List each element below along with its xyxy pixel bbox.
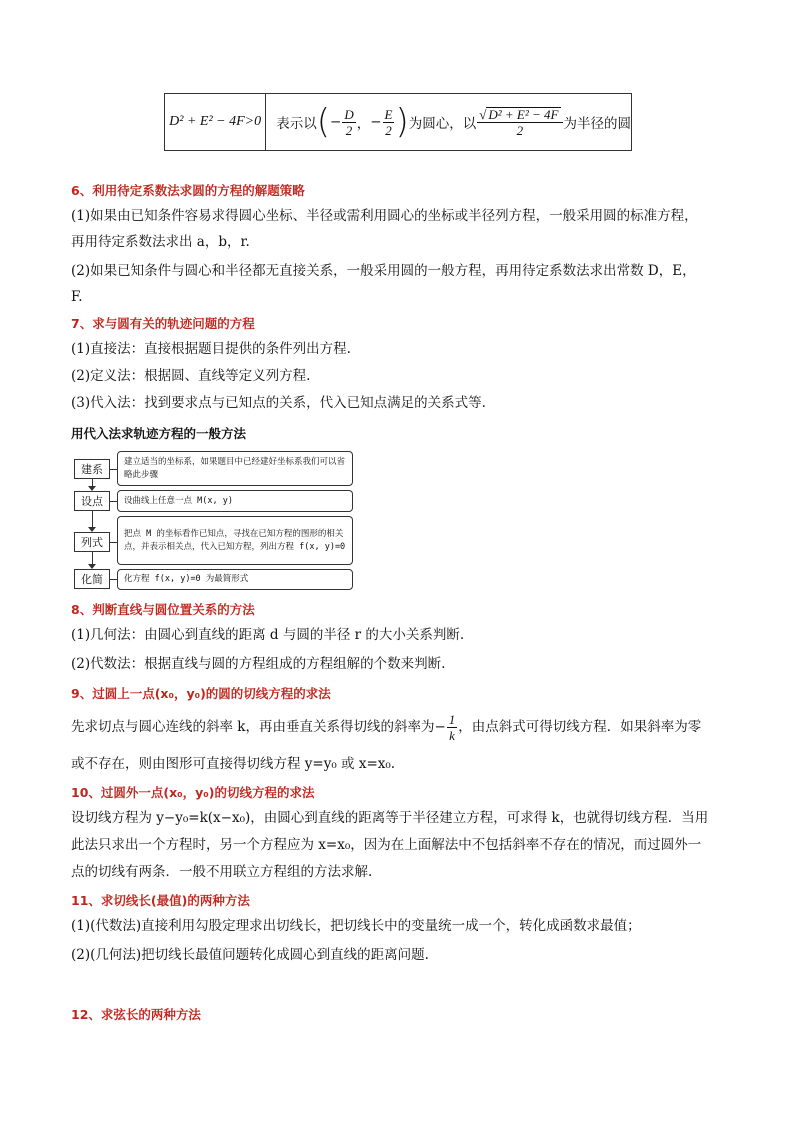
flow-step-label: 化简 (74, 569, 110, 589)
s6-p2-line1: (2)如果已知条件与圆心和半径都无直接关系，一般采用圆的一般方程，再用待定系数法求出常数 D，E， (71, 263, 696, 279)
flow-line (92, 511, 93, 527)
flow-line (92, 479, 93, 486)
frac-neg-reciprocal-k: $\frac{1}{k}$ (448, 712, 456, 743)
heading-12: 12、求弦长的两种方法 (71, 1007, 201, 1022)
flow-connector (110, 469, 117, 470)
s11-p1: (1)(代数法)直接利用勾股定理求出切线长，把切线长中的变量统一成一个，转化成函数求最值； (71, 918, 641, 934)
heading-11: 11、求切线长(最值)的两种方法 (71, 893, 250, 908)
s10-line1: 设切线方程为 y−y₀=k(x−x₀)，由圆心到直线的距离等于半径建立方程，可求得 k，也就得切线方程．当用 (71, 810, 709, 826)
flow-step-text: 设曲线上任意一点 M(x, y) (117, 490, 353, 512)
s6-p2-line2: F. (71, 289, 83, 305)
s6-p1-line1: (1)如果由已知条件容易求得圆心坐标、半径或需利用圆心的坐标或半径列方程，一般采用圆的标准方程， (71, 208, 698, 224)
s8-p2: (2)代数法：根据直线与圆的方程组成的方程组解的个数来判断. (71, 656, 446, 672)
left-paren: ( (316, 102, 330, 142)
frac-radius: $\frac{\text{√ D² + E² − 4F}}{2}$ (477, 107, 562, 137)
heading-7: 7、求与圆有关的轨迹问题的方程 (71, 316, 255, 331)
s7-p1: (1)直接法：直接根据题目提供的条件列出方程. (71, 341, 351, 357)
formula-table (164, 93, 632, 151)
s7-subheading: 用代入法求轨迹方程的一般方法 (71, 426, 247, 441)
heading-6: 6、利用待定系数法求圆的方程的解题策略 (71, 183, 305, 198)
flow-step-text: 把点 M 的坐标看作已知点，寻找在已知方程的图形的相关点，并表示相关点，代入已知方程，列出方程 f(x, y)=0 (117, 516, 353, 565)
flow-step-label: 列式 (74, 532, 110, 552)
heading-8: 8、判断直线与圆位置关系的方法 (71, 602, 255, 617)
s9-line2: 或不存在，则由图形可直接得切线方程 y=y₀ 或 x=x₀. (71, 756, 396, 772)
flow-step-label: 建系 (74, 459, 110, 479)
flow-connector (110, 579, 117, 580)
s9-line1: 先求切点与圆心连线的斜率 k，再由垂直关系得切线的斜率为− $\frac{1}{k}$ ，由点斜式可得切线方程．如果斜率为零 (71, 712, 702, 743)
s6-p1-line2: 再用待定系数法求出 a，b，r. (71, 234, 250, 250)
flow-connector (110, 542, 117, 543)
desc-suffix: 为半径的圆 (563, 116, 631, 132)
flow-line (92, 552, 93, 564)
s10-line2: 此法只求出一个方程时，另一个方程应为 x=x₀，因为在上面解法中不包括斜率不存在的情况，而过圆外一 (71, 837, 702, 853)
heading-9: 9、过圆上一点(x₀，y₀)的圆的切线方程的求法 (71, 686, 331, 701)
desc-prefix: 表示以 (276, 116, 317, 132)
right-paren: ) (395, 102, 409, 142)
table-description: 表示以 ( − $\frac{D}{2}$ ， − $\frac{E}{2}$ ) 为圆心，以 $\frac{\text{√ D² + E² − 4F}}{2}$ 为半径的圆 (276, 102, 631, 142)
s7-p2: (2)定义法：根据圆、直线等定义列方程. (71, 368, 311, 384)
s7-p3: (3)代入法：找到要求点与已知点的关系，代入已知点满足的关系式等. (71, 395, 486, 411)
frac-d: $\frac{D}{2}$ (344, 106, 354, 138)
table-condition: D² + E² − 4F>0 (165, 94, 266, 150)
flow-step-text: 建立适当的坐标系，如果题目中已经建好坐标系我们可以省略此步骤 (117, 451, 353, 486)
s10-line3: 点的切线有两条．一般不用联立方程组的方法求解. (71, 864, 373, 880)
flow-step-text: 化方程 f(x, y)=0 为最简形式 (117, 569, 353, 590)
s11-p2: (2)(几何法)把切线长最值问题转化成圆心到直线的距离问题. (71, 947, 429, 963)
flow-connector (110, 501, 117, 502)
frac-e: $\frac{E}{2}$ (384, 106, 393, 138)
desc-center: 为圆心，以 (408, 116, 477, 132)
heading-10: 10、过圆外一点(x₀，y₀)的切线方程的求法 (71, 785, 315, 800)
flow-step-label: 设点 (74, 491, 110, 511)
s8-p1: (1)几何法：由圆心到直线的距离 d 与圆的半径 r 的大小关系判断. (71, 627, 465, 643)
